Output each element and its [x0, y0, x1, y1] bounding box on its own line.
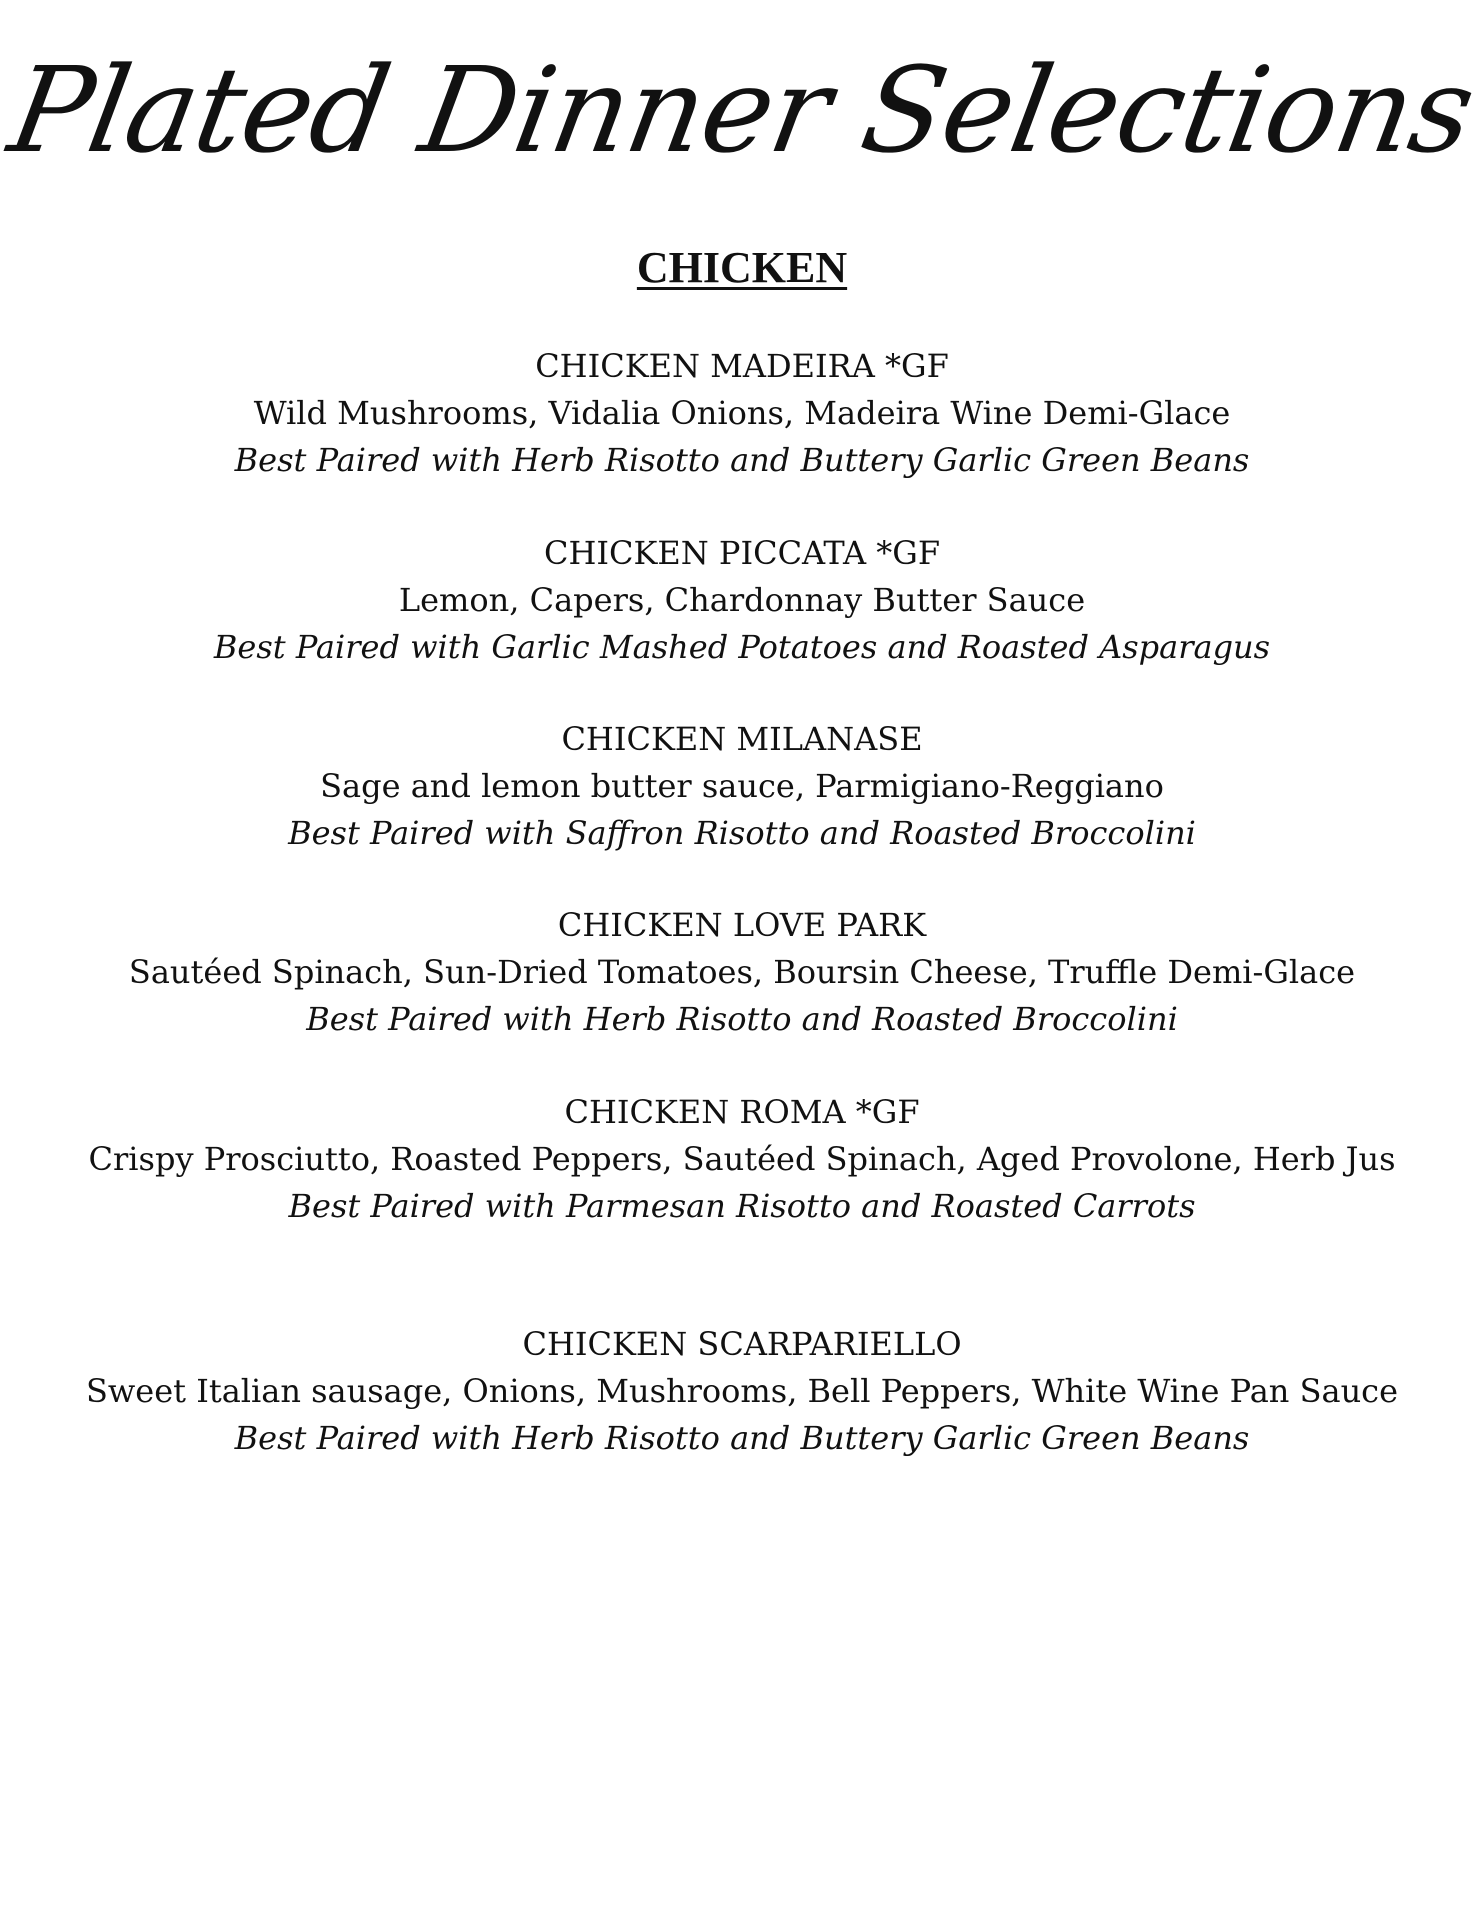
menu-item-name: CHICKEN MADEIRA *GF — [535, 347, 949, 385]
menu-item-description: Lemon, Capers, Chardonnay Butter Sauce — [398, 581, 1086, 619]
menu-item-name: CHICKEN LOVE PARK — [557, 906, 927, 944]
menu-item-name: CHICKEN SCARPARIELLO — [522, 1325, 962, 1363]
menu-item — [0, 716, 1484, 857]
menu-item-pairing: Best Paired with Herb Risotto and Buttery Garlic Green Beans — [234, 441, 1250, 479]
menu-item-pairing: Best Paired with Garlic Mashed Potatoes and Roasted Asparagus — [213, 628, 1271, 666]
page-title: Plated Dinner Selections — [0, 41, 1484, 179]
menu-item — [0, 902, 1484, 1043]
menu-item-pairing: Best Paired with Herb Risotto and Buttery Garlic Green Beans — [234, 1419, 1250, 1457]
menu-item-name: CHICKEN MILANASE — [561, 720, 923, 758]
menu-item-description: Sage and lemon butter sauce, Parmigiano-Reggiano — [320, 767, 1164, 805]
menu-item-description: Crispy Prosciutto, Roasted Peppers, Sautéed Spinach, Aged Provolone, Herb Jus — [88, 1140, 1396, 1178]
menu-item — [0, 1321, 1484, 1462]
menu-item-name: CHICKEN ROMA *GF — [564, 1093, 920, 1131]
menu-item — [0, 1089, 1484, 1230]
section-heading-chicken: CHICKEN — [636, 243, 848, 292]
menu-item — [0, 343, 1484, 484]
menu-item-description: Wild Mushrooms, Vidalia Onions, Madeira Wine Demi-Glace — [253, 394, 1231, 432]
menu-item-pairing: Best Paired with Saffron Risotto and Roasted Broccolini — [288, 814, 1196, 852]
menu-item-pairing: Best Paired with Parmesan Risotto and Roasted Carrots — [288, 1187, 1196, 1225]
menu-item — [0, 530, 1484, 671]
menu-item-name: CHICKEN PICCATA *GF — [543, 534, 941, 572]
menu-item-description: Sautéed Spinach, Sun-Dried Tomatoes, Boursin Cheese, Truffle Demi-Glace — [128, 953, 1356, 991]
menu-item-description: Sweet Italian sausage, Onions, Mushrooms, Bell Peppers, White Wine Pan Sauce — [85, 1372, 1399, 1410]
menu-item-pairing: Best Paired with Herb Risotto and Roasted Broccolini — [306, 1000, 1178, 1038]
